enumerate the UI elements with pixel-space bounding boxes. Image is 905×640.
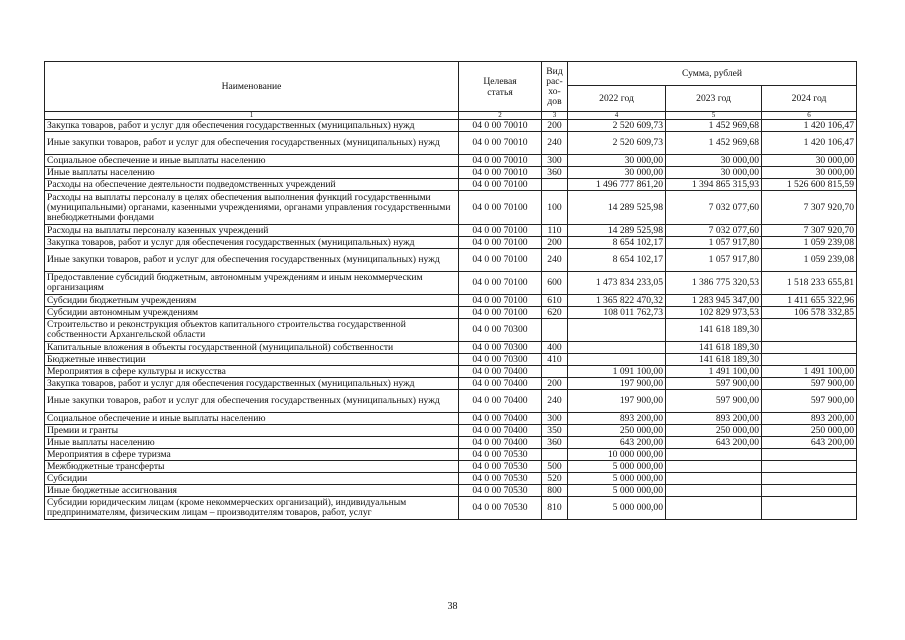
row-sum-2024 <box>762 473 857 485</box>
row-sum-2023: 141 618 189,30 <box>666 342 762 354</box>
row-sum-2024: 30 000,00 <box>762 155 857 167</box>
row-expense-type <box>542 449 568 461</box>
row-name: Закупка товаров, работ и услуг для обеспечения государственных (муниципальных) нужд <box>45 237 459 249</box>
row-sum-2022: 14 289 525,98 <box>568 191 666 225</box>
row-sum-2024: 1 491 100,00 <box>762 366 857 378</box>
table-row <box>45 354 857 366</box>
row-name: Социальное обеспечение и иные выплаты населению <box>45 155 459 167</box>
table-row <box>45 295 857 307</box>
row-sum-2022: 8 654 102,17 <box>568 237 666 249</box>
row-sum-2023: 597 900,00 <box>666 390 762 413</box>
row-sum-2024: 1 059 239,08 <box>762 237 857 249</box>
header-expense-type: Вид рас-хо-дов <box>542 62 568 112</box>
row-sum-2024: 7 307 920,70 <box>762 191 857 225</box>
row-sum-2023: 250 000,00 <box>666 425 762 437</box>
row-name: Мероприятия в сфере культуры и искусства <box>45 366 459 378</box>
row-expense-type: 240 <box>542 132 568 155</box>
row-sum-2023: 1 283 945 347,00 <box>666 295 762 307</box>
row-expense-type: 350 <box>542 425 568 437</box>
row-target-article: 04 0 00 70400 <box>459 437 542 449</box>
row-expense-type: 360 <box>542 437 568 449</box>
row-sum-2022: 5 000 000,00 <box>568 497 666 520</box>
row-name: Закупка товаров, работ и услуг для обеспечения государственных (муниципальных) нужд <box>45 120 459 132</box>
row-sum-2024: 1 526 600 815,59 <box>762 179 857 191</box>
row-sum-2022: 197 900,00 <box>568 378 666 390</box>
row-sum-2024: 1 411 655 322,96 <box>762 295 857 307</box>
row-sum-2023: 1 057 917,80 <box>666 237 762 249</box>
table-row <box>45 449 857 461</box>
row-target-article: 04 0 00 70530 <box>459 473 542 485</box>
row-sum-2022: 1 496 777 861,20 <box>568 179 666 191</box>
row-expense-type <box>542 179 568 191</box>
row-sum-2023: 893 200,00 <box>666 413 762 425</box>
row-target-article: 04 0 00 70100 <box>459 191 542 225</box>
table-row <box>45 179 857 191</box>
table-row <box>45 249 857 272</box>
row-name: Субсидии <box>45 473 459 485</box>
table-row <box>45 425 857 437</box>
table-row <box>45 155 857 167</box>
table-row <box>45 485 857 497</box>
row-target-article: 04 0 00 70100 <box>459 237 542 249</box>
row-expense-type: 240 <box>542 390 568 413</box>
row-expense-type: 410 <box>542 354 568 366</box>
row-name: Иные выплаты населению <box>45 437 459 449</box>
row-sum-2022: 30 000,00 <box>568 155 666 167</box>
table-row <box>45 167 857 179</box>
row-sum-2023: 1 394 865 315,93 <box>666 179 762 191</box>
row-target-article: 04 0 00 70300 <box>459 354 542 366</box>
row-expense-type: 520 <box>542 473 568 485</box>
row-name: Расходы на обеспечение деятельности подведомственных учреждений <box>45 179 459 191</box>
row-name: Межбюджетные трансферты <box>45 461 459 473</box>
row-name: Субсидии юридическим лицам (кроме некоммерческих организаций), индивидуальным предпринимателям, физическим лицам – производителям товаров, работ, услуг <box>45 497 459 520</box>
row-expense-type: 620 <box>542 307 568 319</box>
header-name: Наименование <box>45 62 459 112</box>
table-row <box>45 191 857 225</box>
table-row <box>45 413 857 425</box>
row-target-article: 04 0 00 70400 <box>459 425 542 437</box>
row-sum-2022: 2 520 609,73 <box>568 120 666 132</box>
row-sum-2023 <box>666 485 762 497</box>
row-sum-2023: 141 618 189,30 <box>666 319 762 342</box>
row-target-article: 04 0 00 70010 <box>459 167 542 179</box>
index-cell: 4 <box>568 112 666 120</box>
row-expense-type: 200 <box>542 378 568 390</box>
row-sum-2024: 597 900,00 <box>762 378 857 390</box>
row-sum-2023: 7 032 077,60 <box>666 225 762 237</box>
row-sum-2023 <box>666 473 762 485</box>
row-expense-type: 300 <box>542 155 568 167</box>
index-cell: 5 <box>666 112 762 120</box>
row-target-article: 04 0 00 70100 <box>459 249 542 272</box>
row-sum-2023: 1 452 969,68 <box>666 132 762 155</box>
row-sum-2023: 643 200,00 <box>666 437 762 449</box>
row-target-article: 04 0 00 70010 <box>459 155 542 167</box>
row-name: Иные закупки товаров, работ и услуг для обеспечения государственных (муниципальных) нужд <box>45 249 459 272</box>
row-target-article: 04 0 00 70400 <box>459 378 542 390</box>
table-row <box>45 473 857 485</box>
row-name: Иные закупки товаров, работ и услуг для обеспечения государственных (муниципальных) нужд <box>45 132 459 155</box>
row-sum-2022: 108 011 762,73 <box>568 307 666 319</box>
row-sum-2023: 30 000,00 <box>666 167 762 179</box>
row-sum-2023: 1 057 917,80 <box>666 249 762 272</box>
table-row <box>45 319 857 342</box>
row-sum-2024 <box>762 354 857 366</box>
row-sum-2024: 30 000,00 <box>762 167 857 179</box>
row-expense-type: 300 <box>542 413 568 425</box>
row-sum-2022: 5 000 000,00 <box>568 461 666 473</box>
row-expense-type: 610 <box>542 295 568 307</box>
row-sum-2023: 597 900,00 <box>666 378 762 390</box>
row-sum-2022: 1 473 834 233,05 <box>568 272 666 295</box>
row-sum-2024: 893 200,00 <box>762 413 857 425</box>
row-sum-2024: 643 200,00 <box>762 437 857 449</box>
row-expense-type: 100 <box>542 191 568 225</box>
row-target-article: 04 0 00 70100 <box>459 225 542 237</box>
table-row <box>45 272 857 295</box>
row-sum-2024: 1 420 106,47 <box>762 120 857 132</box>
row-target-article: 04 0 00 70400 <box>459 413 542 425</box>
header-year-2024: 2024 год <box>762 86 857 112</box>
row-sum-2023: 7 032 077,60 <box>666 191 762 225</box>
row-sum-2023 <box>666 461 762 473</box>
row-expense-type: 810 <box>542 497 568 520</box>
row-expense-type: 200 <box>542 237 568 249</box>
table-row <box>45 307 857 319</box>
row-name: Бюджетные инвестиции <box>45 354 459 366</box>
table-row <box>45 366 857 378</box>
row-name: Предоставление субсидий бюджетным, автономным учреждениям и иным некоммерческим организациям <box>45 272 459 295</box>
row-expense-type: 240 <box>542 249 568 272</box>
row-sum-2022: 1 091 100,00 <box>568 366 666 378</box>
table-row <box>45 461 857 473</box>
row-sum-2024: 597 900,00 <box>762 390 857 413</box>
page-number: 38 <box>447 601 458 612</box>
row-sum-2022: 5 000 000,00 <box>568 473 666 485</box>
row-name: Капитальные вложения в объекты государственной (муниципальной) собственности <box>45 342 459 354</box>
row-target-article: 04 0 00 70100 <box>459 179 542 191</box>
row-name: Иные бюджетные ассигнования <box>45 485 459 497</box>
row-expense-type: 600 <box>542 272 568 295</box>
row-sum-2022 <box>568 354 666 366</box>
row-name: Субсидии автономным учреждениям <box>45 307 459 319</box>
row-target-article: 04 0 00 70100 <box>459 307 542 319</box>
row-expense-type: 110 <box>542 225 568 237</box>
row-sum-2024: 7 307 920,70 <box>762 225 857 237</box>
row-target-article: 04 0 00 70300 <box>459 342 542 354</box>
row-name: Мероприятия в сфере туризма <box>45 449 459 461</box>
row-target-article: 04 0 00 70530 <box>459 485 542 497</box>
row-sum-2024: 106 578 332,85 <box>762 307 857 319</box>
row-sum-2022: 643 200,00 <box>568 437 666 449</box>
row-target-article: 04 0 00 70300 <box>459 319 542 342</box>
row-sum-2022 <box>568 342 666 354</box>
row-sum-2024 <box>762 449 857 461</box>
row-target-article: 04 0 00 70530 <box>459 461 542 473</box>
row-sum-2024: 1 059 239,08 <box>762 249 857 272</box>
row-expense-type: 200 <box>542 120 568 132</box>
index-cell: 2 <box>459 112 542 120</box>
row-name: Закупка товаров, работ и услуг для обеспечения государственных (муниципальных) нужд <box>45 378 459 390</box>
row-name: Премии и гранты <box>45 425 459 437</box>
row-expense-type <box>542 366 568 378</box>
header-target-article: Целевая статья <box>459 62 542 112</box>
row-sum-2024 <box>762 342 857 354</box>
table-row <box>45 237 857 249</box>
row-sum-2023: 1 386 775 320,53 <box>666 272 762 295</box>
header-year-2022: 2022 год <box>568 86 666 112</box>
row-name: Субсидии бюджетным учреждениям <box>45 295 459 307</box>
table-row <box>45 132 857 155</box>
row-sum-2024 <box>762 485 857 497</box>
table-row <box>45 437 857 449</box>
row-sum-2022: 197 900,00 <box>568 390 666 413</box>
row-expense-type: 400 <box>542 342 568 354</box>
table-row <box>45 120 857 132</box>
row-target-article: 04 0 00 70010 <box>459 132 542 155</box>
row-target-article: 04 0 00 70100 <box>459 295 542 307</box>
row-sum-2023: 30 000,00 <box>666 155 762 167</box>
row-sum-2022 <box>568 319 666 342</box>
row-target-article: 04 0 00 70530 <box>459 449 542 461</box>
row-sum-2024: 250 000,00 <box>762 425 857 437</box>
row-target-article: 04 0 00 70530 <box>459 497 542 520</box>
row-target-article: 04 0 00 70100 <box>459 272 542 295</box>
row-expense-type: 360 <box>542 167 568 179</box>
row-sum-2023: 1 452 969,68 <box>666 120 762 132</box>
row-sum-2023 <box>666 497 762 520</box>
row-sum-2024 <box>762 319 857 342</box>
row-sum-2022: 5 000 000,00 <box>568 485 666 497</box>
row-sum-2022: 10 000 000,00 <box>568 449 666 461</box>
budget-table <box>44 61 857 520</box>
index-cell: 3 <box>542 112 568 120</box>
row-sum-2024 <box>762 461 857 473</box>
row-sum-2022: 250 000,00 <box>568 425 666 437</box>
row-name: Иные выплаты населению <box>45 167 459 179</box>
row-expense-type: 800 <box>542 485 568 497</box>
column-index-row <box>45 112 857 120</box>
index-cell: 6 <box>762 112 857 120</box>
row-sum-2023: 102 829 973,53 <box>666 307 762 319</box>
row-expense-type <box>542 319 568 342</box>
table-row <box>45 497 857 520</box>
row-sum-2023: 141 618 189,30 <box>666 354 762 366</box>
row-sum-2024: 1 518 233 655,81 <box>762 272 857 295</box>
row-sum-2022: 2 520 609,73 <box>568 132 666 155</box>
table-row <box>45 390 857 413</box>
row-name: Иные закупки товаров, работ и услуг для обеспечения государственных (муниципальных) нужд <box>45 390 459 413</box>
header-sum: Сумма, рублей <box>568 62 857 86</box>
row-target-article: 04 0 00 70400 <box>459 366 542 378</box>
row-sum-2022: 14 289 525,98 <box>568 225 666 237</box>
row-sum-2022: 1 365 822 470,32 <box>568 295 666 307</box>
row-name: Расходы на выплаты персоналу казенных учреждений <box>45 225 459 237</box>
row-sum-2022: 30 000,00 <box>568 167 666 179</box>
row-name: Строительство и реконструкция объектов капитального строительства государственной собственности Архангельской области <box>45 319 459 342</box>
row-target-article: 04 0 00 70010 <box>459 120 542 132</box>
index-cell: 1 <box>45 112 459 120</box>
row-target-article: 04 0 00 70400 <box>459 390 542 413</box>
table-row <box>45 225 857 237</box>
row-sum-2024: 1 420 106,47 <box>762 132 857 155</box>
table-row <box>45 378 857 390</box>
row-name: Социальное обеспечение и иные выплаты населению <box>45 413 459 425</box>
row-name: Расходы на выплаты персоналу в целях обеспечения выполнения функций государственными (муниципальными) органами, казенными учреждениями, органами управления государственными внебюджетными фондами <box>45 191 459 225</box>
row-sum-2024 <box>762 497 857 520</box>
row-sum-2023: 1 491 100,00 <box>666 366 762 378</box>
table-row <box>45 342 857 354</box>
row-sum-2022: 8 654 102,17 <box>568 249 666 272</box>
row-sum-2022: 893 200,00 <box>568 413 666 425</box>
header-year-2023: 2023 год <box>666 86 762 112</box>
row-expense-type: 500 <box>542 461 568 473</box>
row-sum-2023 <box>666 449 762 461</box>
